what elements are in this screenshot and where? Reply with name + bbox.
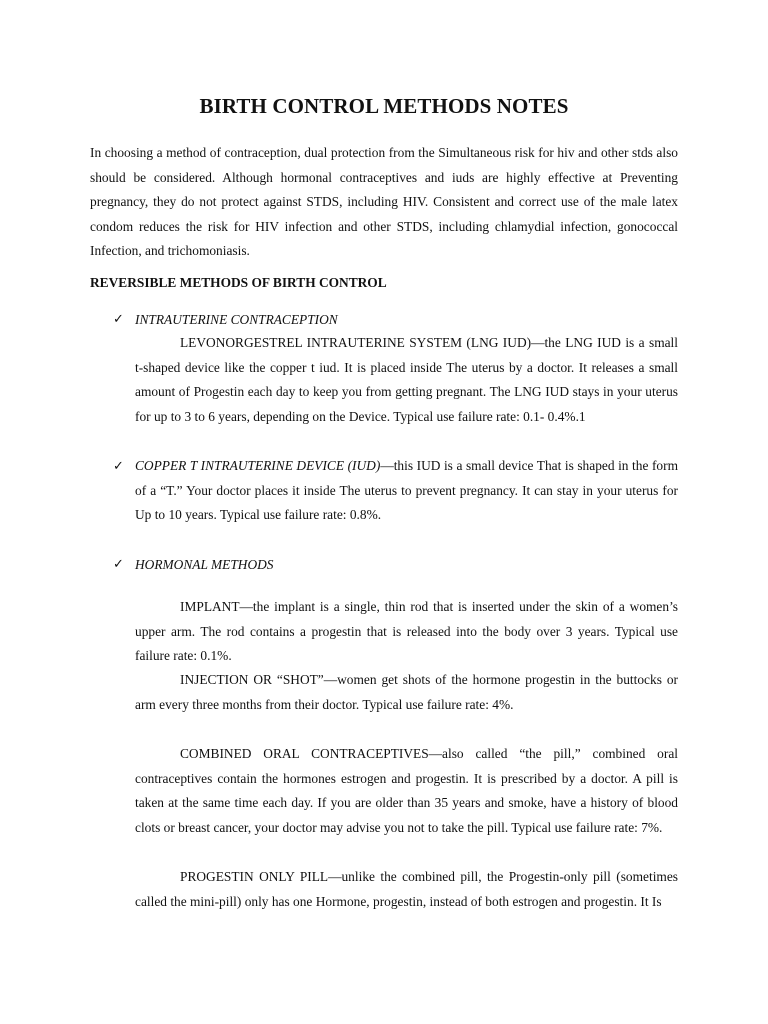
lng-iud-text: LEVONORGESTREL INTRAUTERINE SYSTEM (LNG IUD)—the LNG IUD is a small t-shaped device like the copper t iud. It is placed inside The uterus by a doctor. It releases a small amount of Progestin each day to keep you from getting pregnant. The LNG IUD stays in your uterus for up to 3 to 6 years, depending on the Device. Typical use failure rate: 0.1- 0.4%.1 — [135, 335, 678, 424]
intrauterine-label: INTRAUTERINE CONTRACEPTION — [135, 312, 338, 327]
copper-iud-text: —this IUD is a small device That is shaped in the form of a “T.” Your doctor places it inside The uterus to prevent pregnancy. It can stay in your uterus for Up to 10 years. Typical use failure rate: 0.8%. — [135, 458, 678, 523]
implant-text: IMPLANT—the implant is a single, thin rod that is inserted under the skin of a women’s upper arm. The rod contains a progestin that is released into the body over 3 years. Typical use failure rate: 0.1%. — [135, 599, 678, 664]
progestin-only-text: PROGESTIN ONLY PILL—unlike the combined pill, the Progestin-only pill (sometimes called the mini-pill) only has one Hormone, progestin, instead of both estrogen and progestin. It Is — [135, 869, 678, 909]
combined-pill-paragraph — [135, 742, 678, 840]
progestin-only-paragraph — [135, 865, 678, 914]
copper-iud-label: COPPER T INTRAUTERINE DEVICE (IUD) — [135, 458, 381, 473]
injection-text: INJECTION OR “SHOT”—women get shots of the hormone progestin in the buttocks or arm every three months from their doctor. Typical use failure rate: 4%. — [135, 672, 678, 712]
hormonal-label: HORMONAL METHODS — [135, 557, 274, 572]
checkmark-icon: ✓ — [113, 311, 124, 326]
checkmark-icon: ✓ — [113, 556, 124, 571]
implant-paragraph — [135, 595, 678, 669]
combined-pill-text: COMBINED ORAL CONTRACEPTIVES—also called “the pill,” combined oral contraceptives contain the hormones estrogen and progestin. It is prescribed by a doctor. A pill is taken at the same time each day. If you are older than 35 years and smoke, have a history of blood clots or breast cancer, your doctor may advise you not to take the pill. Typical use failure rate: 7%. — [135, 746, 678, 835]
document-title: BIRTH CONTROL METHODS NOTES — [199, 94, 569, 118]
intro-paragraph: In choosing a method of contraception, dual protection from the Simultaneous risk for hiv and other stds also should be considered. Although hormonal contraceptives and iuds are highly effective at Preventing pregnancy, they do not protect against STDS, including HIV. Consistent and correct use of the male latex condom reduces the risk for HIV infection and other STDS, including chlamydial infection, gonococcal Infection, and trichomoniasis. — [90, 145, 678, 259]
injection-paragraph — [135, 668, 678, 717]
section-heading: REVERSIBLE METHODS OF BIRTH CONTROL — [90, 275, 387, 290]
copper-iud-paragraph — [135, 454, 678, 528]
checkmark-icon: ✓ — [113, 458, 124, 473]
lng-iud-paragraph — [135, 331, 678, 429]
